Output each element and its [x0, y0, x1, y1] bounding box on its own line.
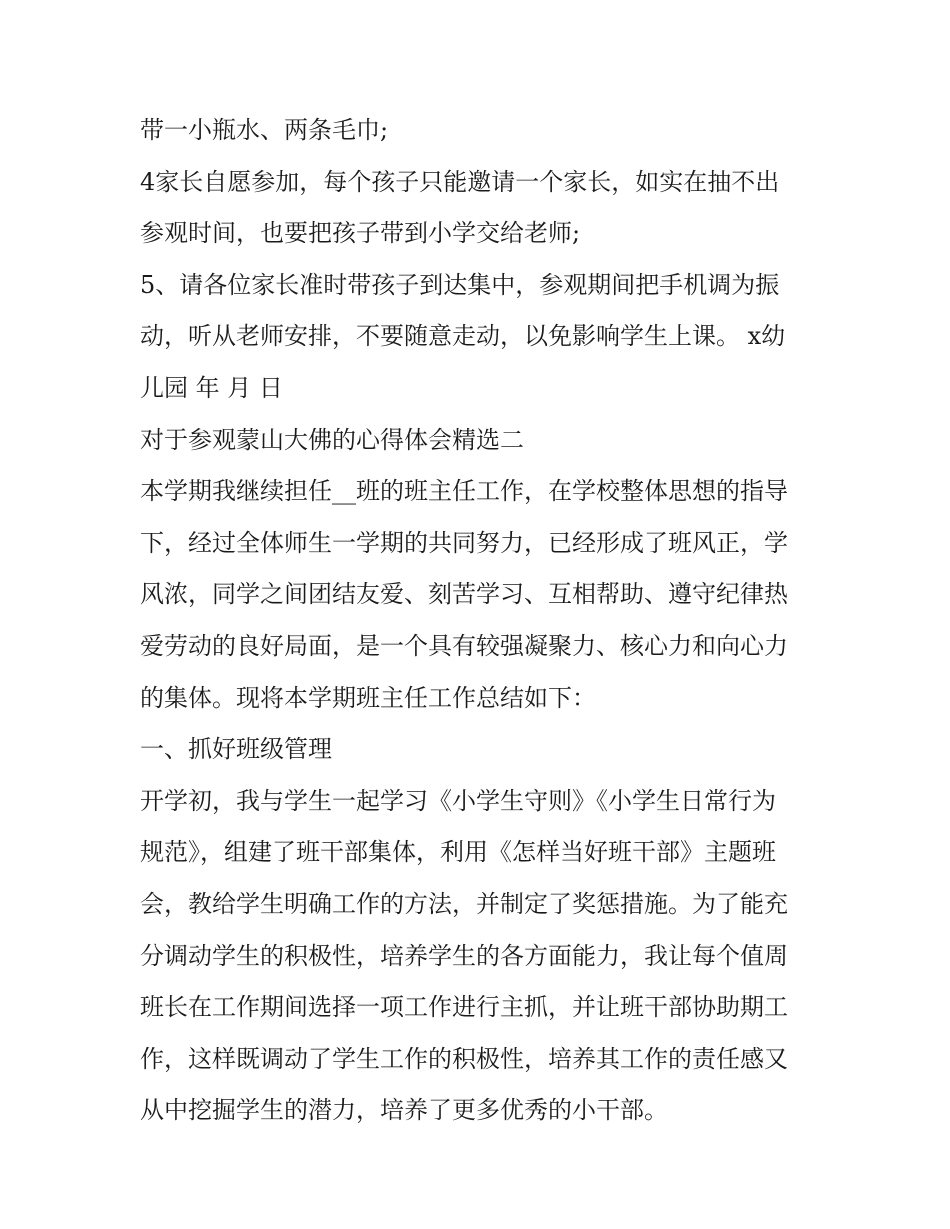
text-line: 5、请各位家长准时带孩子到达集中，参观期间把手机调为振: [140, 270, 780, 299]
text-line: 下，经过全体师生一学期的共同努力，已经形成了班风正，学: [140, 528, 788, 557]
text-line: 班长在工作期间选择一项工作进行主抓，并让班干部协助期工: [140, 993, 788, 1022]
text-line: 儿园 年 月 日: [140, 373, 283, 402]
text-line: 开学初，我与学生一起学习《小学生守则》《小学生日常行为: [140, 786, 776, 815]
text-line: 规范》，组建了班干部集体，利用《怎样当好班干部》主题班: [140, 838, 776, 867]
section-heading: 一、抓好班级管理: [140, 735, 332, 764]
text-line: 风浓，同学之间团结友爱、刻苦学习、互相帮助、遵守纪律热: [140, 580, 788, 609]
document-body: [140, 105, 820, 1137]
text-line: 参观时间，也要把孩子带到小学交给老师;: [140, 219, 581, 248]
text-line: 的集体。现将本学期班主任工作总结如下：: [140, 683, 596, 712]
text-line: 爱劳动的良好局面，是一个具有较强凝聚力、核心力和向心力: [140, 631, 788, 660]
text-line: 动，听从老师安排，不要随意走动，以免影响学生上课。 x幼: [140, 322, 786, 351]
text-line: 从中挖掘学生的潜力，培养了更多优秀的小干部。: [140, 1096, 668, 1125]
text-line: 作，这样既调动了学生工作的积极性，培养其工作的责任感又: [140, 1044, 788, 1073]
text-line: 带一小瓶水、两条毛巾;: [140, 116, 389, 144]
text-line: 分调动学生的积极性，培养学生的各方面能力，我让每个值周: [140, 941, 788, 970]
text-line: 4家长自愿参加，每个孩子只能邀请一个家长，如实在抽不出: [140, 167, 780, 196]
section-title: 对于参观蒙山大佛的心得体会精选二: [140, 425, 524, 454]
text-line: 会，教给学生明确工作的方法，并制定了奖惩措施。为了能充: [140, 889, 788, 918]
text-line: 本学期我继续担任__班的班主任工作，在学校整体思想的指导: [140, 477, 788, 506]
